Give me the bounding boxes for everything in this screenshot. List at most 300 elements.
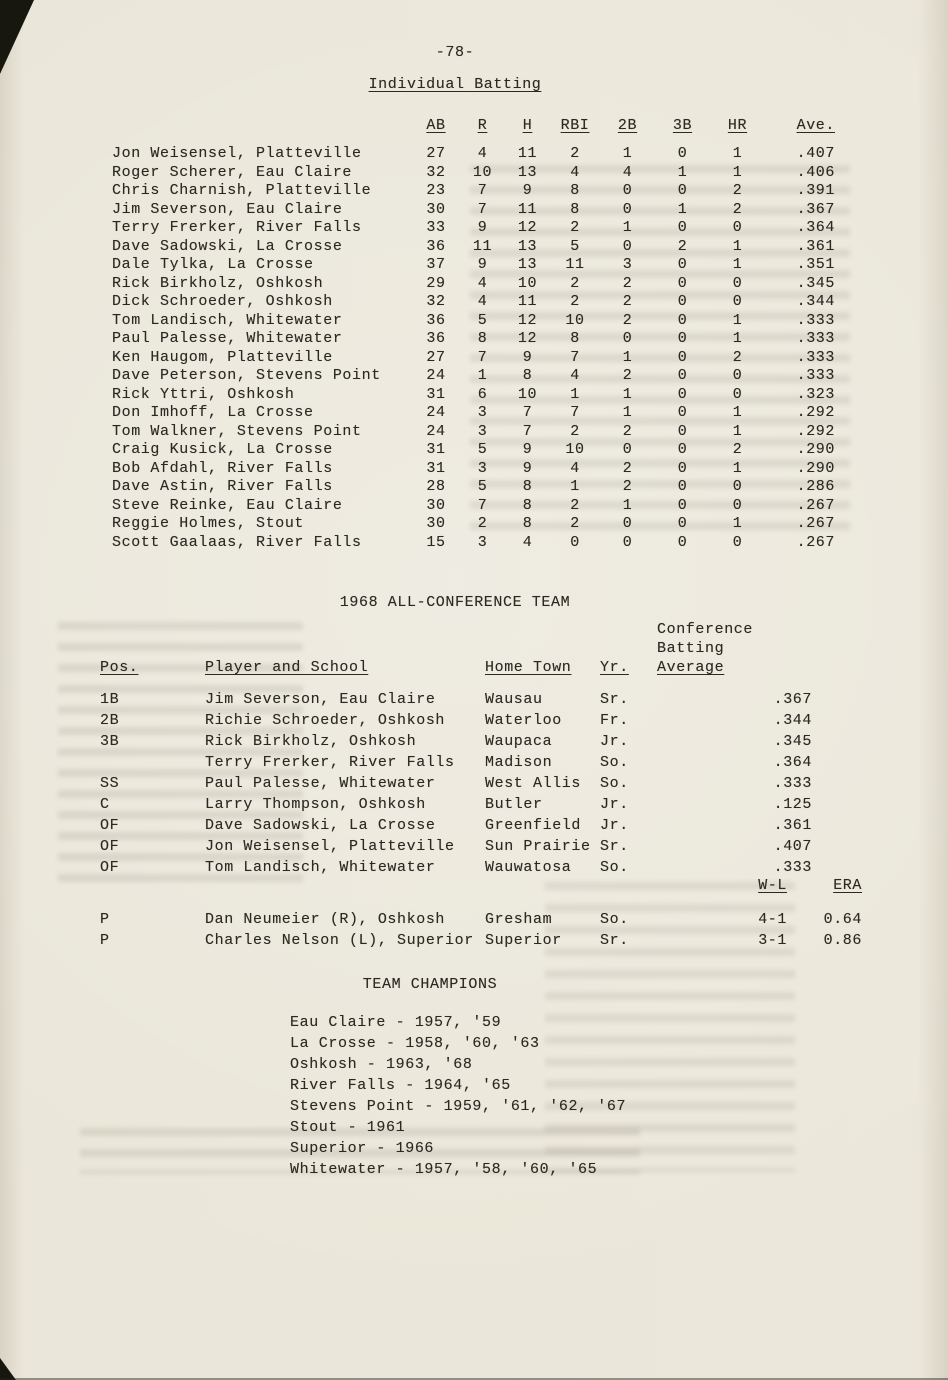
stat-3b: 0 bbox=[677, 256, 688, 273]
stat-rbi: 2 bbox=[570, 496, 580, 514]
position-cell: SS bbox=[100, 775, 120, 792]
stat-ave: .333 bbox=[796, 330, 835, 347]
stat-3b: 0 bbox=[677, 515, 688, 532]
stat-ab: 24 bbox=[426, 367, 446, 384]
home-town-cell: West Allis bbox=[485, 775, 582, 792]
stat-r: 8 bbox=[477, 330, 488, 347]
year-cell: So. bbox=[600, 754, 629, 771]
stat-r: 11 bbox=[472, 237, 493, 255]
player-name: Rick Birkholz, Oshkosh bbox=[112, 274, 324, 292]
win-loss-cell: 4-1 bbox=[758, 911, 787, 928]
stat-h: 10 bbox=[517, 385, 538, 403]
stat-2b: 1 bbox=[622, 385, 633, 403]
all-conference-row bbox=[100, 836, 812, 857]
player-name: Ken Haugom, Platteville bbox=[112, 348, 333, 366]
stat-ab: 15 bbox=[426, 533, 446, 551]
stat-h: 12 bbox=[517, 330, 538, 347]
player-school-cell: Rick Birkholz, Oshkosh bbox=[205, 733, 417, 750]
position-cell bbox=[100, 752, 205, 773]
stat-r: 3 bbox=[477, 422, 488, 440]
stat-h: 11 bbox=[517, 145, 538, 162]
stat-r: 4 bbox=[477, 274, 488, 292]
stat-hr: 0 bbox=[732, 293, 743, 310]
all-conference-row bbox=[100, 752, 812, 773]
stat-r: 1 bbox=[477, 367, 488, 384]
all-conference-table-header bbox=[100, 620, 812, 677]
stat-r: 3 bbox=[477, 404, 488, 421]
home-town-cell: Gresham bbox=[485, 911, 553, 928]
player-name: Craig Kusick, La Crosse bbox=[112, 441, 333, 458]
stat-ave: .323 bbox=[796, 385, 835, 403]
stat-h: 8 bbox=[522, 367, 533, 384]
home-town-cell: Sun Prairie bbox=[485, 838, 591, 855]
player-school-cell: Larry Thompson, Oshkosh bbox=[205, 796, 426, 813]
era-cell: 0.86 bbox=[823, 932, 862, 949]
player-name: Dave Peterson, Stevens Point bbox=[112, 367, 381, 384]
stat-ab: 30 bbox=[426, 200, 446, 218]
pitcher-row bbox=[100, 930, 862, 951]
stat-3b: 0 bbox=[677, 219, 688, 236]
individual-batting-table bbox=[112, 116, 835, 552]
player-school-cell: Paul Palesse, Whitewater bbox=[205, 775, 436, 792]
stat-3b: 0 bbox=[677, 422, 688, 440]
stat-h: 8 bbox=[522, 515, 533, 532]
stat-rbi: 2 bbox=[570, 422, 580, 440]
section-title-individual-batting bbox=[0, 76, 910, 93]
stat-hr: 1 bbox=[732, 311, 743, 329]
stat-2b: 0 bbox=[622, 515, 633, 532]
stat-rbi: 7 bbox=[570, 404, 580, 421]
player-name: Paul Palesse, Whitewater bbox=[112, 330, 343, 347]
stat-rbi: 11 bbox=[565, 256, 585, 273]
player-name: Jon Weisensel, Platteville bbox=[112, 145, 362, 162]
stat-ave: .333 bbox=[796, 348, 835, 366]
stat-ab: 24 bbox=[426, 404, 446, 421]
year-cell: Jr. bbox=[600, 796, 629, 813]
player-name: Dick Schroeder, Oshkosh bbox=[112, 293, 333, 310]
stat-ave: .292 bbox=[796, 404, 835, 421]
year-cell: Sr. bbox=[600, 932, 629, 949]
stat-2b: 2 bbox=[622, 293, 633, 310]
player-name: Rick Yttri, Oshkosh bbox=[112, 385, 295, 403]
stat-r: 9 bbox=[477, 256, 488, 273]
stat-ave: .367 bbox=[796, 200, 835, 218]
stat-ab: 32 bbox=[426, 163, 446, 181]
stat-3b: 1 bbox=[677, 163, 688, 181]
stat-hr: 0 bbox=[732, 385, 743, 403]
column-header-pos: Pos. bbox=[100, 659, 139, 676]
stat-rbi: 8 bbox=[570, 182, 580, 199]
stat-rbi: 10 bbox=[565, 311, 585, 329]
stat-rbi: 1 bbox=[570, 478, 580, 495]
column-header-2b: 2B bbox=[617, 117, 638, 134]
stat-h: 8 bbox=[522, 478, 533, 495]
scan-corner-artifact bbox=[0, 0, 34, 74]
stat-2b: 2 bbox=[622, 478, 633, 495]
stat-2b: 0 bbox=[622, 441, 633, 458]
stat-ab: 27 bbox=[426, 348, 446, 366]
stat-hr: 2 bbox=[732, 348, 743, 366]
batting-row bbox=[112, 182, 835, 201]
player-name: Terry Frerker, River Falls bbox=[112, 219, 362, 236]
stat-ab: 24 bbox=[426, 422, 446, 440]
batting-row bbox=[112, 293, 835, 312]
column-header-era: ERA bbox=[833, 877, 862, 894]
stat-r: 6 bbox=[477, 385, 488, 403]
stat-ave: .333 bbox=[796, 367, 835, 384]
stat-ab: 32 bbox=[426, 293, 446, 310]
stat-3b: 0 bbox=[677, 274, 688, 292]
year-cell: Sr. bbox=[600, 838, 629, 855]
batting-row bbox=[112, 423, 835, 442]
batting-average-cell: .361 bbox=[773, 817, 812, 834]
stat-ave: .267 bbox=[796, 533, 835, 551]
stat-ab: 33 bbox=[426, 219, 446, 236]
champion-item: River Falls - 1964, '65 bbox=[290, 1077, 511, 1094]
stat-r: 7 bbox=[477, 348, 488, 366]
stat-h: 9 bbox=[522, 348, 533, 366]
column-header-player: Player and School bbox=[205, 659, 369, 676]
stat-h: 13 bbox=[517, 256, 538, 273]
stat-ave: .290 bbox=[796, 459, 835, 477]
champion-item: Stevens Point - 1959, '61, '62, '67 bbox=[290, 1098, 627, 1115]
batting-row bbox=[112, 219, 835, 238]
player-name: Dave Astin, River Falls bbox=[112, 478, 333, 495]
stat-rbi: 4 bbox=[570, 163, 580, 181]
stat-r: 5 bbox=[477, 478, 488, 495]
all-conference-row bbox=[100, 689, 812, 710]
column-header-hr: HR bbox=[727, 117, 748, 134]
player-name: Don Imhoff, La Crosse bbox=[112, 404, 314, 421]
all-conference-row bbox=[100, 815, 812, 836]
stat-h: 11 bbox=[517, 200, 538, 218]
player-name: Scott Gaalaas, River Falls bbox=[112, 533, 362, 551]
all-conference-row bbox=[100, 794, 812, 815]
stat-3b: 2 bbox=[677, 237, 688, 255]
batting-row bbox=[112, 478, 835, 497]
stat-rbi: 2 bbox=[570, 515, 580, 532]
player-school-cell: Charles Nelson (L), Superior bbox=[205, 932, 474, 949]
stat-h: 7 bbox=[522, 404, 533, 421]
player-name: Chris Charnish, Platteville bbox=[112, 182, 372, 199]
stat-rbi: 0 bbox=[570, 533, 580, 551]
column-header-batting: Batting bbox=[657, 640, 725, 657]
pitchers-table-header bbox=[100, 876, 862, 895]
batting-row bbox=[112, 330, 835, 349]
stat-rbi: 2 bbox=[570, 274, 580, 292]
page-number: -78- bbox=[435, 44, 475, 61]
team-champions-list bbox=[290, 1012, 626, 1180]
column-header-home-town: Home Town bbox=[485, 659, 572, 676]
column-header-conference: Conference bbox=[657, 621, 754, 638]
stat-hr: 1 bbox=[732, 515, 743, 532]
home-town-cell: Madison bbox=[485, 754, 553, 771]
batting-average-cell: .407 bbox=[773, 838, 812, 855]
batting-average-cell: .333 bbox=[773, 775, 812, 792]
batting-average-cell: .333 bbox=[773, 859, 812, 876]
stat-3b: 0 bbox=[677, 182, 688, 199]
player-name: Jim Severson, Eau Claire bbox=[112, 200, 343, 218]
batting-row bbox=[112, 515, 835, 534]
stat-3b: 0 bbox=[677, 330, 688, 347]
column-header-r: R bbox=[477, 117, 488, 134]
player-name: Tom Landisch, Whitewater bbox=[112, 311, 343, 329]
stat-3b: 0 bbox=[677, 441, 688, 458]
batting-row bbox=[112, 201, 835, 220]
batting-row bbox=[112, 349, 835, 368]
year-cell: So. bbox=[600, 859, 629, 876]
stat-3b: 0 bbox=[677, 478, 688, 495]
stat-2b: 2 bbox=[622, 311, 633, 329]
stat-hr: 1 bbox=[732, 330, 743, 347]
home-town-cell: Butler bbox=[485, 796, 543, 813]
batting-row bbox=[112, 256, 835, 275]
position-cell: 1B bbox=[100, 691, 120, 708]
champion-item: Oshkosh - 1963, '68 bbox=[290, 1056, 473, 1073]
stat-3b: 0 bbox=[677, 496, 688, 514]
stat-hr: 1 bbox=[732, 459, 743, 477]
stat-hr: 2 bbox=[732, 182, 743, 199]
stat-2b: 2 bbox=[622, 274, 633, 292]
stat-rbi: 10 bbox=[565, 441, 585, 458]
champion-item: Eau Claire - 1957, '59 bbox=[290, 1014, 502, 1031]
stat-3b: 0 bbox=[677, 348, 688, 366]
batting-average-cell: .364 bbox=[773, 754, 812, 771]
stat-r: 4 bbox=[477, 293, 488, 310]
position-cell: OF bbox=[100, 817, 120, 834]
stat-3b: 0 bbox=[677, 385, 688, 403]
stat-ave: .286 bbox=[796, 478, 835, 495]
all-conference-table-body bbox=[100, 689, 812, 878]
stat-ave: .391 bbox=[796, 182, 835, 199]
home-town-cell: Wausau bbox=[485, 691, 543, 708]
player-name: Dave Sadowski, La Crosse bbox=[112, 237, 343, 255]
batting-average-cell: .345 bbox=[773, 733, 812, 750]
champion-item: Whitewater - 1957, '58, '60, '65 bbox=[290, 1161, 598, 1178]
column-header-h: H bbox=[522, 117, 533, 134]
year-cell: Fr. bbox=[600, 712, 629, 729]
win-loss-cell: 3-1 bbox=[758, 932, 787, 949]
stat-h: 13 bbox=[517, 163, 538, 181]
stat-r: 4 bbox=[477, 145, 488, 162]
stat-r: 7 bbox=[477, 182, 488, 199]
player-name: Steve Reinke, Eau Claire bbox=[112, 496, 343, 514]
stat-3b: 0 bbox=[677, 404, 688, 421]
position-cell: C bbox=[100, 796, 110, 813]
stat-hr: 0 bbox=[732, 219, 743, 236]
stat-r: 9 bbox=[477, 219, 488, 236]
stat-2b: 1 bbox=[622, 404, 633, 421]
stat-hr: 0 bbox=[732, 367, 743, 384]
batting-row bbox=[112, 404, 835, 423]
stat-rbi: 1 bbox=[570, 385, 580, 403]
stat-ave: .345 bbox=[796, 274, 835, 292]
stat-rbi: 4 bbox=[570, 367, 580, 384]
position-cell: 3B bbox=[100, 733, 120, 750]
stat-h: 12 bbox=[517, 219, 538, 236]
position-cell: OF bbox=[100, 859, 120, 876]
player-name: Dale Tylka, La Crosse bbox=[112, 256, 314, 273]
stat-h: 10 bbox=[517, 274, 538, 292]
stat-h: 12 bbox=[517, 311, 538, 329]
stat-hr: 1 bbox=[732, 163, 743, 181]
stat-h: 9 bbox=[522, 441, 533, 458]
era-cell: 0.64 bbox=[823, 911, 862, 928]
stat-3b: 0 bbox=[677, 367, 688, 384]
stat-3b: 0 bbox=[677, 533, 688, 551]
stat-h: 11 bbox=[517, 293, 538, 310]
batting-row bbox=[112, 460, 835, 479]
player-name: Bob Afdahl, River Falls bbox=[112, 459, 333, 477]
stat-2b: 0 bbox=[622, 182, 633, 199]
all-conference-row bbox=[100, 710, 812, 731]
champion-item: Superior - 1966 bbox=[290, 1140, 435, 1157]
batting-row bbox=[112, 145, 835, 164]
column-header-ave: Ave. bbox=[796, 117, 835, 134]
year-cell: So. bbox=[600, 911, 629, 928]
stat-2b: 2 bbox=[622, 422, 633, 440]
stat-hr: 0 bbox=[732, 478, 743, 495]
player-school-cell: Jon Weisensel, Platteville bbox=[205, 838, 455, 855]
stat-hr: 0 bbox=[732, 496, 743, 514]
stat-ab: 37 bbox=[426, 256, 446, 273]
year-cell: Jr. bbox=[600, 817, 629, 834]
scan-corner-artifact bbox=[0, 1358, 16, 1380]
stat-3b: 0 bbox=[677, 145, 688, 162]
position-cell: P bbox=[100, 932, 110, 949]
section-title-text: Individual Batting bbox=[368, 76, 542, 93]
pitchers-table-body bbox=[100, 909, 862, 951]
column-header-wl: W-L bbox=[758, 877, 787, 894]
player-school-cell: Terry Frerker, River Falls bbox=[205, 754, 455, 771]
stat-3b: 0 bbox=[677, 459, 688, 477]
pitcher-row bbox=[100, 909, 862, 930]
stat-3b: 0 bbox=[677, 293, 688, 310]
stat-rbi: 7 bbox=[570, 348, 580, 366]
stat-2b: 1 bbox=[622, 348, 633, 366]
stat-hr: 1 bbox=[732, 256, 743, 273]
stat-2b: 1 bbox=[622, 145, 633, 162]
stat-2b: 2 bbox=[622, 459, 633, 477]
stat-r: 2 bbox=[477, 515, 488, 532]
stat-2b: 0 bbox=[622, 330, 633, 347]
batting-row bbox=[112, 534, 835, 553]
stat-ave: .364 bbox=[796, 219, 835, 236]
stat-2b: 1 bbox=[622, 219, 633, 236]
all-conference-row bbox=[100, 857, 812, 878]
stat-ave: .407 bbox=[796, 145, 835, 162]
stat-2b: 2 bbox=[622, 367, 633, 384]
batting-row bbox=[112, 238, 835, 257]
player-name: Reggie Holmes, Stout bbox=[112, 515, 305, 532]
column-header-3b: 3B bbox=[672, 117, 693, 134]
stat-hr: 1 bbox=[732, 404, 743, 421]
stat-hr: 1 bbox=[732, 237, 743, 255]
stat-rbi: 8 bbox=[570, 330, 580, 347]
batting-row bbox=[112, 312, 835, 331]
batting-row bbox=[112, 275, 835, 294]
column-header-year: Yr. bbox=[600, 659, 629, 676]
batting-row bbox=[112, 164, 835, 183]
stat-ave: .344 bbox=[796, 293, 835, 310]
stat-2b: 4 bbox=[622, 163, 633, 181]
stat-rbi: 4 bbox=[570, 459, 580, 477]
position-cell: P bbox=[100, 911, 110, 928]
player-school-cell: Tom Landisch, Whitewater bbox=[205, 859, 436, 876]
stat-hr: 2 bbox=[732, 441, 743, 458]
year-cell: Jr. bbox=[600, 733, 629, 750]
stat-ave: .333 bbox=[796, 311, 835, 329]
stat-r: 5 bbox=[477, 441, 488, 458]
stat-2b: 1 bbox=[622, 496, 633, 514]
column-header-ab: AB bbox=[426, 117, 446, 134]
player-school-cell: Dan Neumeier (R), Oshkosh bbox=[205, 911, 446, 928]
batting-row bbox=[112, 367, 835, 386]
stat-ab: 29 bbox=[426, 274, 446, 292]
batting-row bbox=[112, 441, 835, 460]
stat-rbi: 8 bbox=[570, 200, 580, 218]
year-cell: So. bbox=[600, 775, 629, 792]
stat-rbi: 2 bbox=[570, 293, 580, 310]
stat-r: 7 bbox=[477, 496, 488, 514]
stat-ave: .292 bbox=[796, 422, 835, 440]
stat-hr: 1 bbox=[732, 422, 743, 440]
pitchers-table bbox=[100, 876, 862, 951]
player-school-cell: Richie Schroeder, Oshkosh bbox=[205, 712, 446, 729]
stat-2b: 0 bbox=[622, 533, 633, 551]
stat-ab: 31 bbox=[426, 385, 446, 403]
stat-h: 7 bbox=[522, 422, 533, 440]
stat-2b: 0 bbox=[622, 200, 633, 218]
stat-ave: .267 bbox=[796, 496, 835, 514]
stat-r: 5 bbox=[477, 311, 488, 329]
stat-ave: .406 bbox=[796, 163, 835, 181]
batting-average-cell: .125 bbox=[773, 796, 812, 813]
batting-header-row bbox=[112, 116, 835, 145]
stat-rbi: 5 bbox=[570, 237, 580, 255]
stat-hr: 0 bbox=[732, 533, 743, 551]
home-town-cell: Waterloo bbox=[485, 712, 562, 729]
stat-ab: 30 bbox=[426, 496, 446, 514]
champion-item: La Crosse - 1958, '60, '63 bbox=[290, 1035, 540, 1052]
stat-ab: 31 bbox=[426, 459, 446, 477]
stat-r: 10 bbox=[472, 163, 493, 181]
stat-hr: 1 bbox=[732, 145, 743, 162]
stat-ave: .267 bbox=[796, 515, 835, 532]
batting-average-cell: .367 bbox=[773, 691, 812, 708]
year-cell: Sr. bbox=[600, 691, 629, 708]
player-name: Roger Scherer, Eau Claire bbox=[112, 163, 353, 181]
batting-row bbox=[112, 386, 835, 405]
stat-hr: 2 bbox=[732, 200, 743, 218]
batting-average-cell: .344 bbox=[773, 712, 812, 729]
stat-ab: 30 bbox=[426, 515, 446, 532]
stat-ab: 23 bbox=[426, 182, 446, 199]
stat-rbi: 2 bbox=[570, 145, 580, 162]
stat-h: 13 bbox=[517, 237, 538, 255]
all-conference-table bbox=[100, 620, 812, 878]
section-title-all-conference: 1968 ALL-CONFERENCE TEAM bbox=[339, 594, 571, 611]
column-header-average: Average bbox=[657, 659, 725, 676]
position-cell: 2B bbox=[100, 712, 120, 729]
stat-ab: 31 bbox=[426, 441, 446, 458]
stat-r: 3 bbox=[477, 459, 488, 477]
home-town-cell: Greenfield bbox=[485, 817, 582, 834]
stat-ab: 36 bbox=[426, 237, 446, 255]
stat-3b: 1 bbox=[677, 200, 688, 218]
player-school-cell: Dave Sadowski, La Crosse bbox=[205, 817, 436, 834]
stat-2b: 3 bbox=[622, 256, 633, 273]
